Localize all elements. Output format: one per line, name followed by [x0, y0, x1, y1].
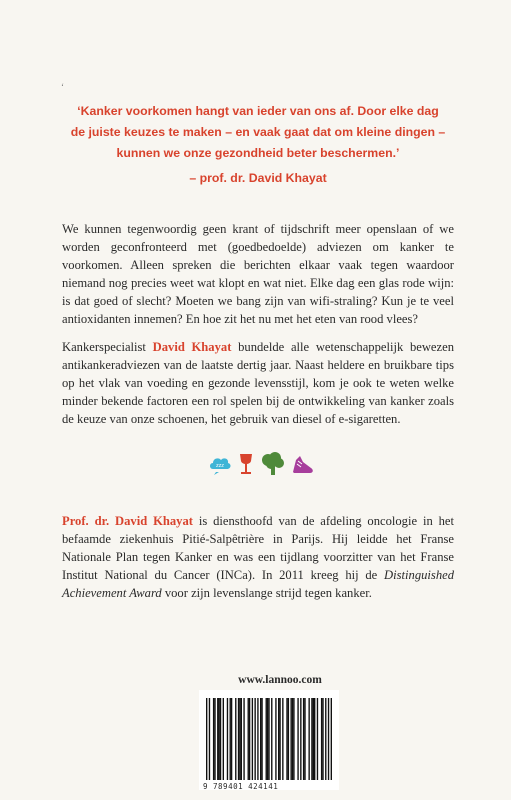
barcode-bar — [282, 698, 283, 780]
isbn-digits: 9 789401 424141 — [203, 782, 279, 791]
isbn-barcode — [199, 690, 339, 790]
barcode-bar — [268, 698, 269, 780]
barcode-bar — [214, 698, 215, 780]
barcode-bar — [230, 698, 231, 780]
author-bio-ending: voor zijn levenslange strijd tegen kanker. — [161, 585, 372, 600]
barcode-bar — [223, 698, 224, 780]
barcode-bar — [266, 698, 267, 780]
barcode-bar — [227, 698, 228, 780]
barcode-bar — [241, 698, 242, 780]
award-title: Distinguished Achievement Award — [62, 567, 454, 600]
barcode-bar — [308, 698, 309, 780]
barcode-bar — [261, 698, 262, 780]
barcode-bar — [257, 698, 258, 780]
barcode-bar — [321, 698, 322, 780]
barcode-bar — [235, 698, 236, 780]
barcode-bar — [325, 698, 326, 780]
barcode-bar — [328, 698, 329, 780]
barcode-bar — [220, 698, 221, 780]
barcode-bar — [286, 698, 287, 780]
barcode-bar — [260, 698, 261, 780]
publisher-url: www.lannoo.com — [238, 674, 322, 686]
barcode-bar — [292, 698, 293, 780]
barcode-bar — [267, 698, 268, 780]
barcode-bar — [239, 698, 240, 780]
summary-body: bundelde alle wetenschappelijk bewezen antikankeradviezen van de laatste dertig jaar. Naast heldere en bruikbare tips op het vlak van voeding en gezonde levensstijl, kom je ook te weten welke minder bekende factoren een rol spelen bij de ontwikkeling van kanker zoals de keuze van onze schoenen, het gebruik van diesel of e-sigaretten. — [62, 340, 454, 426]
sleep-cloud-icon — [208, 453, 232, 475]
running-shoe-icon — [290, 452, 316, 476]
barcode-bar — [279, 698, 280, 780]
quote-open-mark: ‘ — [61, 82, 64, 92]
barcode-bar — [322, 698, 323, 780]
barcode-bar — [213, 698, 214, 780]
barcode-bar — [297, 698, 298, 780]
barcode-bar — [290, 698, 291, 780]
quote-line-2: de juiste keuzes te maken – en vaak gaat dat om kleine dingen – — [70, 125, 446, 139]
barcode-bar — [243, 698, 244, 780]
barcode-bar — [313, 698, 314, 780]
barcode-bar — [248, 698, 249, 780]
barcode-bar — [300, 698, 301, 780]
wine-glass-icon — [236, 452, 256, 476]
svg-text:zzz: zzz — [216, 463, 224, 469]
author-bio-name: Prof. dr. David Khayat — [62, 514, 193, 528]
barcode-bar — [238, 698, 239, 780]
barcode-bar — [317, 698, 318, 780]
barcode-bar — [331, 698, 332, 780]
barcode-bar — [288, 698, 289, 780]
barcode-bar — [271, 698, 272, 780]
barcode-bar — [303, 698, 304, 780]
barcode-bar — [217, 698, 218, 780]
barcode-bar — [311, 698, 312, 780]
barcode-bar — [218, 698, 219, 780]
barcode-bars — [206, 698, 332, 780]
quote-line-1: ‘Kanker voorkomen hangt van ieder van ons af. Door elke dag — [77, 104, 439, 118]
barcode-bar — [275, 698, 276, 780]
summary-paragraph — [62, 339, 454, 429]
barcode-bar — [252, 698, 253, 780]
author-name-highlight: David Khayat — [152, 340, 232, 354]
barcode-bar — [254, 698, 255, 780]
barcode-bar — [314, 698, 315, 780]
quote-attribution: – prof. dr. David Khayat — [189, 171, 327, 185]
barcode-bar — [209, 698, 210, 780]
barcode-bar — [249, 698, 250, 780]
author-bio-paragraph — [62, 513, 454, 603]
quote-line-3: kunnen we onze gezondheid beter beschermen.’ — [116, 146, 400, 160]
barcode-bar — [293, 698, 294, 780]
pull-quote — [60, 101, 456, 189]
author-bio-text: is diensthoofd van de afdeling oncologie in het befaamde ziekenhuis Pitié-Salpêtrière in Parijs. Hij leidde het Franse Nationale Plan tegen Kanker en was een tijdlang voorzitter van het Franse Institut National du Cancer (INCa). In 2011 kreeg hij de — [62, 514, 454, 582]
barcode-bar — [304, 698, 305, 780]
barcode-bar — [206, 698, 207, 780]
barcode-bar — [278, 698, 279, 780]
barcode-bar — [231, 698, 232, 780]
lifestyle-icons — [208, 450, 308, 478]
intro-paragraph: We kunnen tegenwoordig geen krant of tijdschrift meer openslaan of we worden geconfronteerd met (goedbedoelde) adviezen om kanker te voorkomen. Alleen spreken die berichten elkaar vaak tegen waardoor niemand nog precies weet wat klopt en wat niet. Elke dag een glas rode wijn: is dat goed of slecht? Moeten we bang zijn van wifi-straling? Kun je te veel antioxidanten innemen? En hoe zit het nu met het eten van rood vlees? — [62, 222, 454, 326]
broccoli-icon — [260, 452, 286, 476]
summary-lead: Kankerspecialist — [62, 340, 153, 354]
